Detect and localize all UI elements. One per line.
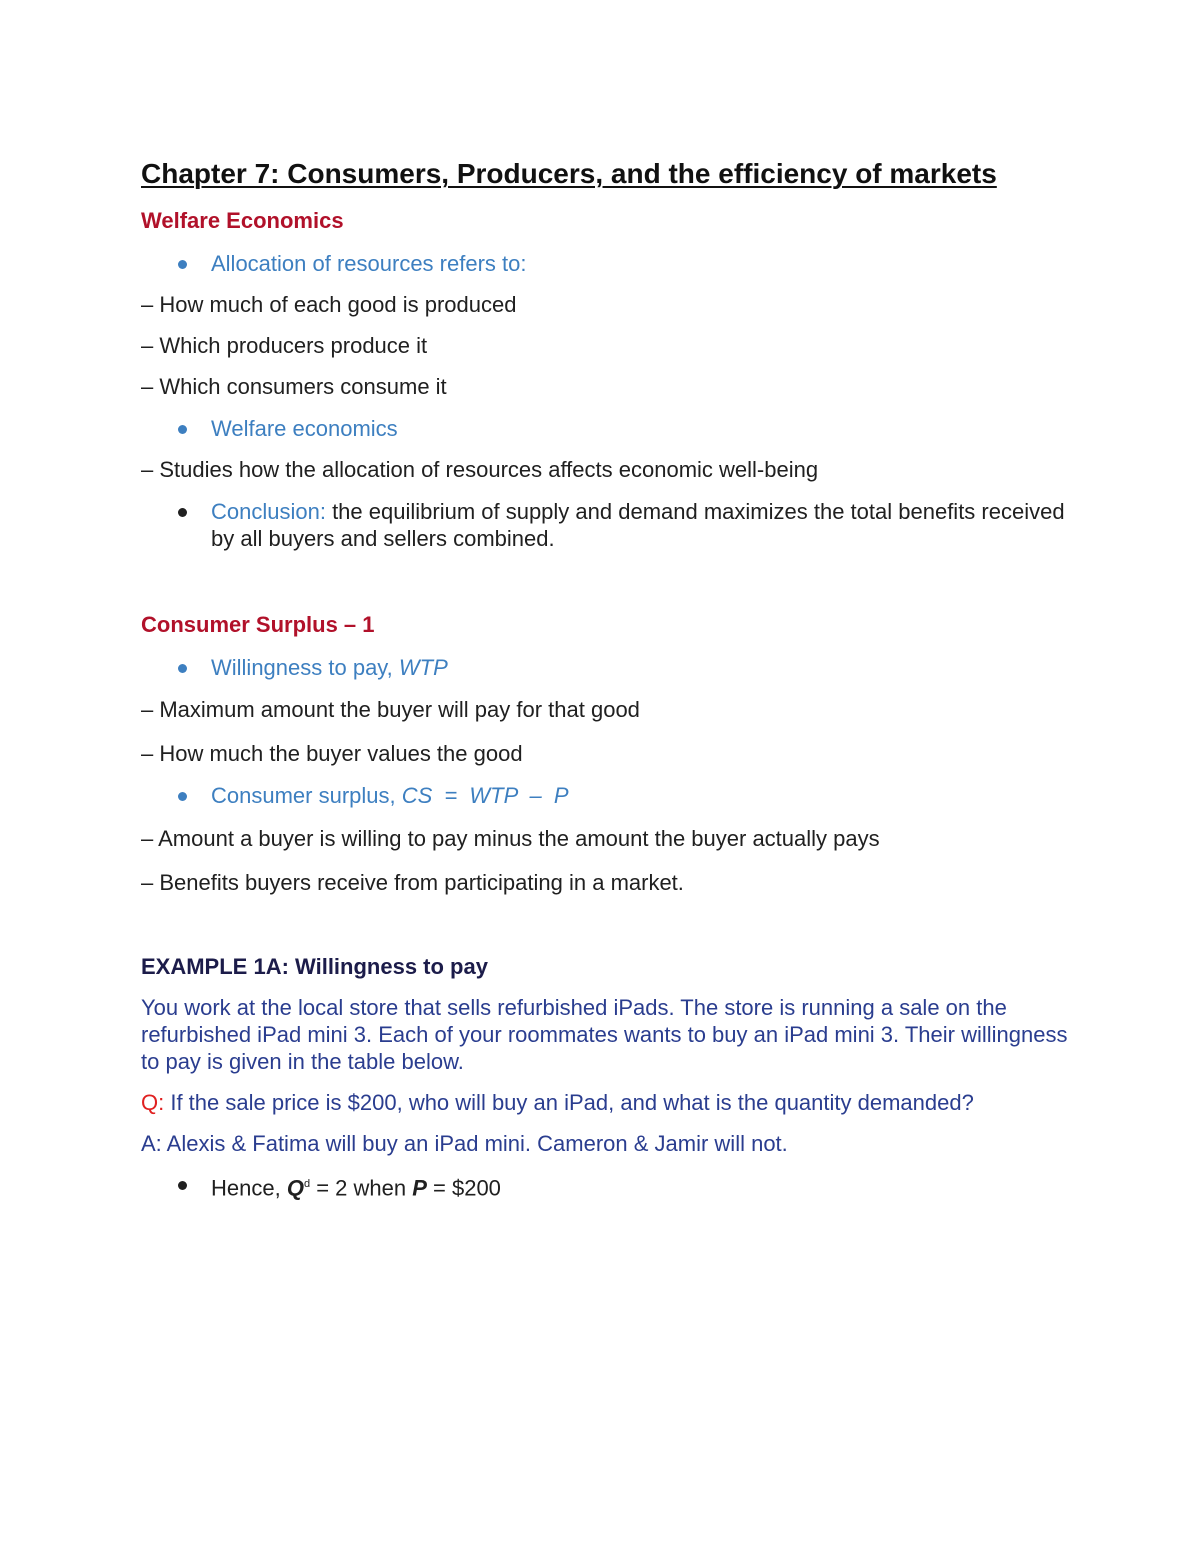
bullet-dot	[178, 425, 187, 434]
question-line	[141, 1089, 974, 1116]
bullet-wtp	[211, 654, 448, 681]
bullet-dot	[178, 508, 187, 517]
answer-line: A: Alexis & Fatima will buy an iPad mini. Cameron & Jamir will not.	[141, 1131, 788, 1156]
conclusion-text: the equilibrium of supply and demand maximizes the total benefits received by all buyers and sellers combined.	[211, 499, 1065, 551]
section-heading-consumer-surplus: Consumer Surplus – 1	[141, 612, 375, 637]
bullet-conclusion	[211, 498, 1071, 552]
hence-p: P	[412, 1175, 427, 1201]
hence-mid: = 2 when	[310, 1175, 413, 1201]
wtp-abbr: WTP	[398, 655, 448, 680]
example-heading: EXAMPLE 1A: Willingness to pay	[141, 954, 488, 979]
bullet-dot	[178, 260, 187, 269]
bullet-allocation: Allocation of resources refers to:	[211, 251, 527, 276]
dash-item: – How much the buyer values the good	[141, 741, 523, 766]
dash-item: – Which consumers consume it	[141, 374, 447, 399]
cs-formula: CS = WTP – P	[401, 783, 569, 808]
page-title: Chapter 7: Consumers, Producers, and the efficiency of markets	[141, 158, 997, 189]
dash-item: – Which producers produce it	[141, 333, 428, 358]
bullet-dot	[178, 792, 187, 801]
cs-label: Consumer surplus,	[211, 783, 402, 808]
dash-item: – Maximum amount the buyer will pay for that good	[141, 697, 640, 722]
question-label: Q:	[141, 1090, 165, 1115]
hence-sup: d	[303, 1178, 311, 1190]
dash-item: – How much of each good is produced	[141, 292, 517, 317]
dash-item: – Studies how the allocation of resources affects economic well-being	[141, 457, 819, 482]
example-paragraph: You work at the local store that sells refurbished iPads. The store is running a sale on the refurbished iPad mini 3. Each of your roommates wants to buy an iPad mini 3. Their willingness to pay is given in the table below.	[141, 995, 1068, 1074]
hence-q: Q	[286, 1175, 304, 1201]
wtp-label: Willingness to pay,	[211, 655, 399, 680]
bullet-dot	[178, 664, 187, 673]
hence-prefix: Hence,	[211, 1175, 287, 1201]
bullet-dot	[178, 1181, 187, 1190]
hence-end: = $200	[426, 1175, 501, 1201]
conclusion-label: Conclusion:	[211, 499, 326, 524]
dash-item: – Benefits buyers receive from participating in a market.	[141, 870, 684, 895]
bullet-consumer-surplus	[211, 782, 569, 809]
question-text: If the sale price is $200, who will buy an iPad, and what is the quantity demanded?	[164, 1090, 974, 1115]
section-heading-welfare: Welfare Economics	[141, 208, 344, 233]
dash-item: – Amount a buyer is willing to pay minus the amount the buyer actually pays	[141, 826, 880, 851]
bullet-hence	[211, 1171, 501, 1201]
bullet-welfare-economics: Welfare economics	[211, 416, 398, 441]
